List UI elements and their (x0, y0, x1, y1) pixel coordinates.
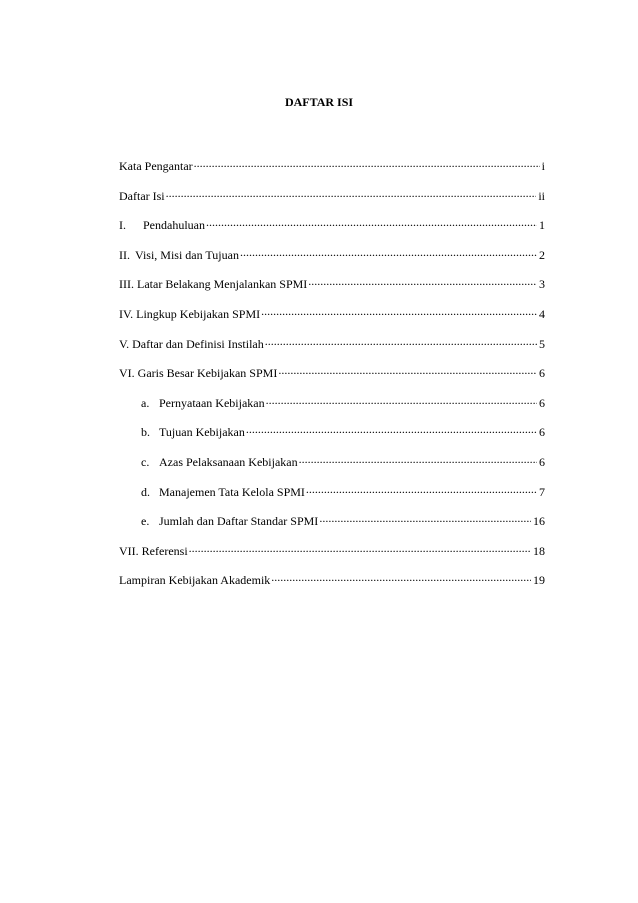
toc-entry-lampiran (119, 570, 545, 600)
toc-entry-page: 6 (539, 425, 545, 440)
toc-entry-garis-besar (119, 363, 545, 393)
toc-entry-page: 3 (539, 277, 545, 292)
toc-entry-page: 18 (533, 543, 545, 558)
toc-leader-dots (299, 452, 537, 466)
toc-entry-page: 6 (539, 395, 545, 410)
toc-entry-label: Lampiran Kebijakan Akademik (119, 573, 271, 588)
page-title: DAFTAR ISI (284, 95, 354, 109)
toc-entry-page: 5 (539, 336, 545, 351)
toc-leader-dots (319, 511, 531, 525)
toc-entry-label: Daftar Isi (119, 188, 165, 203)
toc-subentry-jumlah (119, 511, 545, 541)
toc-entry-number: e. (141, 514, 150, 529)
toc-entry-number: d. (141, 484, 150, 499)
toc-entry-page: 4 (539, 306, 545, 321)
toc-entry-label: Tujuan Kebijakan (159, 425, 245, 440)
toc-entry-page: 1 (539, 218, 545, 233)
toc-entry-label: Pernyataan Kebijakan (159, 395, 265, 410)
toc-entry-number: VI. (119, 366, 135, 381)
toc-leader-dots (265, 334, 537, 348)
toc-entry-daftar-isi (119, 186, 545, 216)
table-of-contents (119, 156, 545, 600)
toc-leader-dots (189, 541, 531, 555)
toc-leader-dots (246, 422, 537, 436)
toc-entry-referensi (119, 541, 545, 571)
toc-entry-lingkup (119, 304, 545, 334)
toc-entry-label: Azas Pelaksanaan Kebijakan (159, 454, 298, 469)
toc-entry-page: 6 (539, 366, 545, 381)
toc-entry-label: Garis Besar Kebijakan SPMI (137, 366, 278, 381)
toc-leader-dots (240, 245, 537, 259)
toc-leader-dots (278, 363, 537, 377)
toc-leader-dots (271, 570, 531, 584)
toc-subentry-azas (119, 452, 545, 482)
toc-entry-page: 6 (539, 454, 545, 469)
toc-entry-page: 19 (533, 573, 545, 588)
toc-leader-dots (206, 215, 537, 229)
toc-entry-label: Referensi (141, 543, 188, 558)
toc-entry-daftar-definisi (119, 334, 545, 364)
toc-entry-page: i (541, 159, 545, 173)
toc-entry-label: Kata Pengantar (119, 159, 193, 173)
toc-entry-number: I. (119, 218, 126, 233)
toc-entry-number: c. (141, 454, 150, 469)
toc-entry-page: 2 (539, 247, 545, 262)
toc-entry-number: V. (119, 336, 130, 351)
toc-entry-number: IV. (119, 306, 134, 321)
toc-leader-dots (166, 186, 537, 200)
toc-entry-visi-misi (119, 245, 545, 275)
toc-leader-dots (306, 482, 537, 496)
toc-entry-label: Visi, Misi dan Tujuan (135, 247, 239, 262)
toc-leader-dots (308, 274, 537, 288)
toc-entry-page: ii (538, 188, 545, 203)
toc-entry-label: Pendahuluan (143, 218, 205, 233)
toc-subentry-tujuan (119, 422, 545, 452)
toc-entry-page: 16 (533, 514, 545, 529)
toc-leader-dots (194, 156, 540, 170)
toc-entry-pendahuluan (119, 215, 545, 245)
toc-entry-number: VII. (119, 543, 139, 558)
toc-entry-latar-belakang (119, 274, 545, 304)
toc-subentry-pernyataan (119, 393, 545, 423)
toc-entry-number: a. (141, 395, 150, 410)
toc-entry-number: III. (119, 277, 134, 292)
toc-entry-label: Lingkup Kebijakan SPMI (136, 306, 261, 321)
toc-entry-page: 7 (539, 484, 545, 499)
toc-entry-number: b. (141, 425, 150, 440)
toc-subentry-manajemen (119, 482, 545, 512)
toc-entry-label: Latar Belakang Menjalankan SPMI (137, 277, 308, 292)
toc-entry-label: Daftar dan Definisi Instilah (132, 336, 264, 351)
toc-entry-number: II. (119, 247, 130, 262)
toc-leader-dots (266, 393, 537, 407)
toc-leader-dots (261, 304, 537, 318)
toc-entry-kata-pengantar (119, 156, 545, 186)
toc-entry-label: Jumlah dan Daftar Standar SPMI (159, 514, 319, 529)
toc-entry-label: Manajemen Tata Kelola SPMI (159, 484, 305, 499)
